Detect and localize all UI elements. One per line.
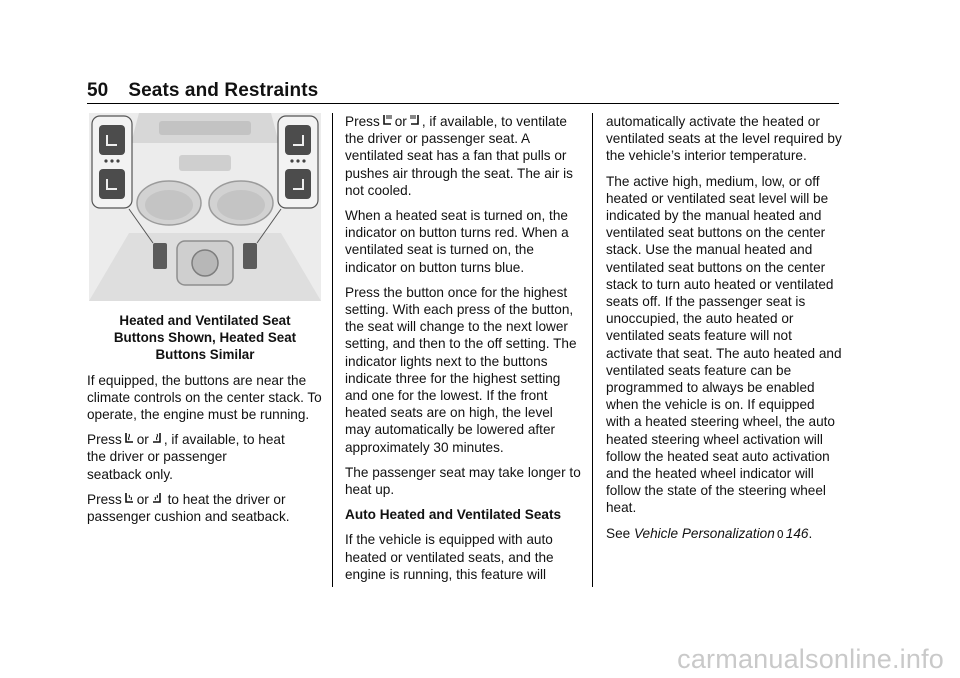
heated-seatback-right-icon — [151, 432, 162, 445]
page-ref-number[interactable]: 146 — [785, 525, 809, 541]
text: seatback only. — [87, 466, 173, 482]
header-rule — [87, 103, 839, 104]
paragraph — [345, 113, 582, 199]
seat-buttons-illustration — [89, 113, 321, 301]
text: or — [136, 491, 149, 507]
watermark: carmanualsonline.info — [677, 644, 944, 674]
ventilated-seat-right-icon — [409, 114, 420, 127]
caption-line: Buttons Similar — [155, 347, 255, 363]
column-2 — [345, 113, 582, 591]
caption-line: Buttons Shown, Heated Seat — [113, 330, 297, 346]
page-ref-arrow-icon: 0 — [776, 527, 784, 541]
column-divider-1 — [332, 113, 333, 587]
heated-seat-right-icon — [151, 492, 162, 505]
paragraph: The passenger seat may take longer to heat up. — [345, 464, 581, 498]
ventilated-seat-left-icon — [382, 114, 393, 127]
text: Press — [345, 114, 380, 129]
column-1 — [87, 113, 323, 533]
page-number: 50 — [87, 80, 109, 101]
text: , if available, to ventilate the driver or passenger seat. A ventilated seat has a fan that pulls or pushes air through the seat. The air is not cooled. — [345, 114, 573, 198]
text: or — [394, 114, 407, 129]
text: the driver or passenger — [87, 449, 227, 465]
figure-caption — [87, 312, 323, 364]
text: Press — [87, 491, 122, 507]
text: , if available, to heat — [163, 432, 285, 448]
paragraph: The active high, medium, low, or off heated or ventilated seat level will be indicated by the manual heated and ventilated seat buttons on the center stack. Use the manual heated and ventilated seat buttons on the center stack to turn auto heated or ventilated seats off. If the passenger seat is unoccupied, the auto heated or ventilated seats feature will not activate that seat. The auto heated and ventilated seats feature can be programmed to always be enabled when the vehicle is on. If equipped with a heated steering wheel, the auto heated steering wheel activation will follow the heated seat auto activation and the heated wheel indicator will follow the state of the steering wheel heat. — [606, 173, 842, 516]
text: See — [606, 525, 631, 541]
text: . — [808, 525, 813, 541]
section-title: Seats and Restraints — [128, 80, 319, 101]
paragraph: Press the button once for the highest setting. With each press of the button, the seat will change to the next lower setting, and then to the off setting. The indicator lights next to the buttons indicate three for the highest setting and one for the lowest. If the front heated seats are on high, the level may automatically be lowered after approximately 30 minutes. — [345, 284, 577, 455]
text: or — [136, 432, 149, 448]
column-divider-2 — [592, 113, 593, 587]
center-console-illustration — [89, 113, 321, 301]
caption-line: Heated and Ventilated Seat — [119, 313, 291, 328]
paragraph — [87, 431, 323, 483]
page-header — [87, 80, 318, 102]
heated-seatback-left-icon — [124, 432, 135, 445]
paragraph: When a heated seat is turned on, the indicator on button turns red. When a ventilated seat is turned on, the indicator on button turns blue. — [345, 208, 569, 275]
paragraph — [87, 491, 323, 525]
paragraph — [606, 525, 842, 543]
cross-reference-link[interactable]: Vehicle Personalization — [633, 525, 775, 541]
heated-seat-left-icon — [124, 492, 135, 505]
subheading: Auto Heated and Ventilated Seats — [345, 507, 562, 523]
paragraph: If equipped, the buttons are near the climate controls on the center stack. To operate, the engine must be running. — [87, 372, 322, 423]
paragraph: automatically activate the heated or ventilated seats at the level required by the vehicle’s interior temperature. — [606, 114, 842, 164]
text: Press — [87, 432, 122, 448]
text: to heat the driver or passenger cushion and seatback. — [87, 491, 290, 525]
column-3 — [606, 113, 842, 551]
paragraph: If the vehicle is equipped with auto heated or ventilated seats, and the engine is running, this feature will — [345, 532, 554, 582]
